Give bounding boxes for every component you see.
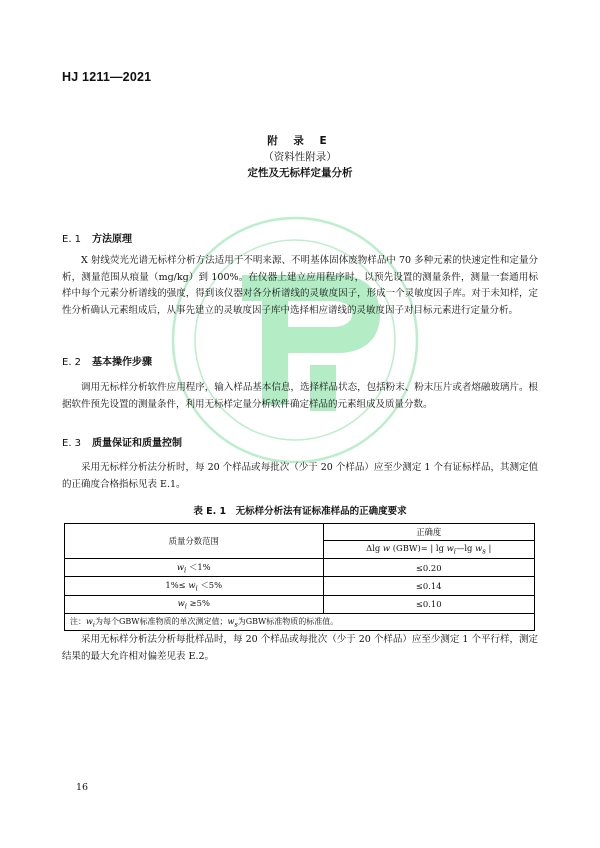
document-code: HJ 1211—2021	[62, 70, 152, 84]
closing-paragraph: 采用无标样分析法分析每批样品时，每 20 个样品或每批次（少于 20 个样品）应至少测定 1 个平行样，测定结果的最大允许相对偏差见表 E.2。	[62, 634, 538, 662]
appendix-type: （资料性附录）	[263, 151, 337, 163]
table-note-row	[65, 613, 535, 631]
page-number: 16	[76, 782, 89, 793]
col-header-mass-fraction: 质量分数范围	[65, 524, 324, 559]
appendix-title: 定性及无标样定量分析	[247, 167, 353, 179]
table-header-row	[65, 524, 535, 541]
section-title: 质量保证和质量控制	[92, 438, 182, 449]
section-number: E. 3	[62, 438, 82, 449]
section-heading-e1	[62, 230, 132, 245]
col-header-accuracy: 正确度	[323, 524, 535, 541]
table-note: 注：$w_i$为每个GBW标准物质的单次测定值；$w_s$为GBW标准物质的标准值。	[65, 613, 535, 631]
range-cell: $1\%\le w_i <5\%$	[65, 577, 324, 596]
table-row	[65, 577, 535, 596]
accuracy-cell: ≤0.10	[323, 596, 535, 614]
section-number: E. 2	[62, 357, 82, 368]
accuracy-cell: ≤0.14	[323, 577, 535, 596]
section-title: 基本操作步骤	[92, 357, 152, 368]
section-body-e2: 调用无标样分析软件应用程序，输入样品基本信息，选择样品状态，包括粉末、粉末压片或者熔融玻璃片。根据软件预先设置的测量条件，利用无标样定量分析软件确定样品的元素组成及质量分数。	[62, 382, 538, 410]
table-row	[65, 596, 535, 614]
table-row	[65, 558, 535, 577]
section-number: E. 1	[62, 234, 82, 245]
section-body-e3: 采用无标样分析法分析时，每 20 个样品或每批次（少于 20 个样品）应至少测定 1 个有证标样品，其测定值的正确度合格指标见表 E.1。	[62, 462, 538, 490]
section-body-e1: X 射线荧光光谱无标样分析方法适用于不明来源、不明基体固体废物样品中 70 多种元素的快速定性和定量分析，测量范围从痕量（mg/kg）到 100%。在仪器上建立应用程序时，以预先设置的测量条件，测量一套通用标样中每个元素分析谱线的强度，得到该仪器对各分析谱线的灵敏度因子，形成一个灵敏度因子库。对于未知样，定性分析确认元素组成后，从事先建立的灵敏度因子库中选择相应谱线的灵敏度因子对目标元素进行定量分析。	[62, 255, 538, 316]
appendix-label: 附 录 E	[267, 135, 333, 147]
section-title: 方法原理	[92, 234, 132, 245]
accuracy-cell: ≤0.20	[323, 558, 535, 577]
accuracy-formula: Δlg w (GBW)= | $\lg w_i—\lg$ $w_s$ |	[323, 541, 535, 559]
section-heading-e2	[62, 353, 152, 368]
range-cell: $w_i \ge 5\%$	[65, 596, 324, 614]
accuracy-table	[64, 523, 535, 631]
range-cell: $w_i <1\%$	[65, 558, 324, 577]
table-caption: 表 E. 1 无标样分析法有证标准样品的正确度要求	[193, 506, 407, 517]
section-heading-e3	[62, 434, 182, 449]
